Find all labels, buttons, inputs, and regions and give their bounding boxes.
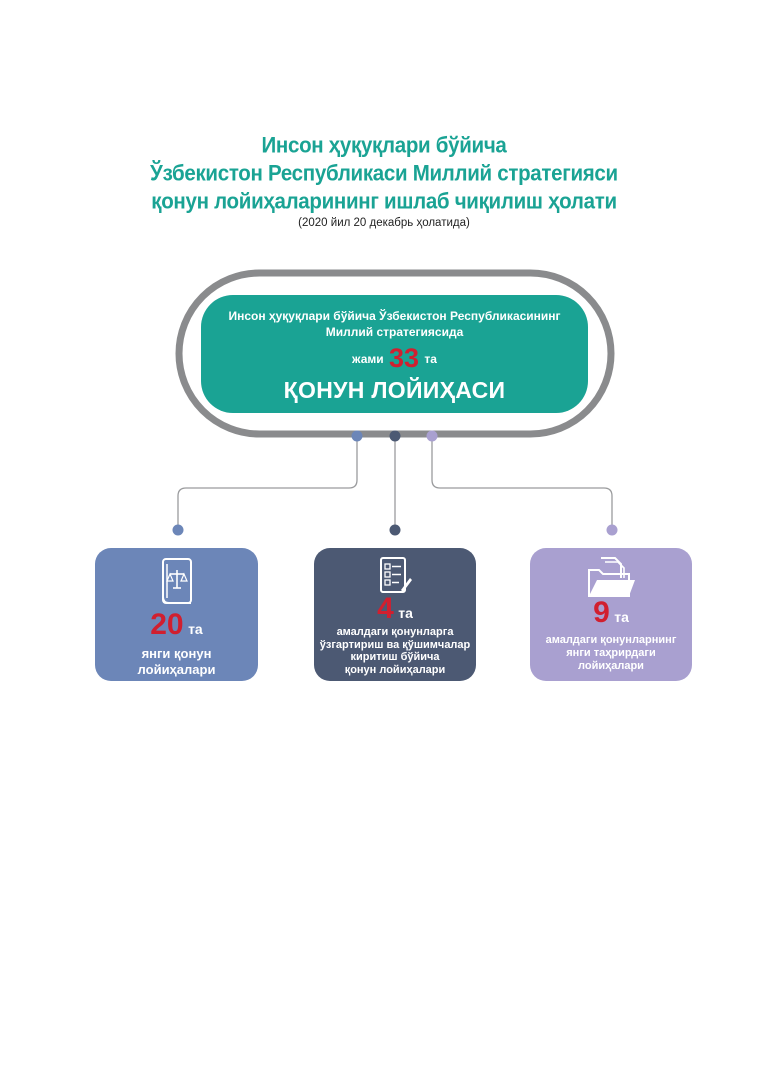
node-top-left: [352, 431, 363, 442]
banner-total-row: [201, 343, 588, 374]
card-new-description: [99, 646, 254, 678]
date-note: (2020 йил 20 декабрь ҳолатида): [298, 217, 470, 229]
card-revised-desc-line-2: янги таҳрирдаги: [566, 647, 656, 659]
title-line-2: Ўзбекистон Республикаси Миллий стратегияси: [150, 160, 618, 187]
total-banner: [201, 295, 588, 413]
card-amend-desc-line-2: ўзгартириш ва қўшимчалар: [319, 638, 471, 651]
card-revised-unit: та: [614, 609, 629, 625]
card-revised-description: [534, 634, 688, 673]
total-value: 33: [388, 343, 420, 373]
card-amend-unit: та: [398, 605, 413, 621]
banner-heading: ҚОНУН ЛОЙИҲАСИ: [283, 377, 506, 403]
banner-intro-line-2: Миллий стратегиясида: [325, 325, 464, 339]
card-revised-count-row: [530, 596, 692, 630]
node-bottom-center: [390, 525, 401, 536]
node-top-center: [390, 431, 401, 442]
node-bottom-right: [607, 525, 618, 536]
card-new-count: 20: [150, 608, 184, 641]
card-amendments: [314, 548, 476, 681]
card-amend-desc-line-1: амалдаги қонунларга: [336, 626, 454, 638]
banner-intro: [201, 308, 588, 340]
law-book-icon: [157, 556, 197, 615]
card-new-desc-line-1: янги қонун: [141, 646, 212, 661]
card-new-desc-line-2: лойиҳалари: [137, 662, 216, 677]
card-new-count-row: [95, 608, 258, 642]
node-bottom-left: [173, 525, 184, 536]
card-amend-count-row: [314, 592, 476, 626]
card-amend-desc-line-3: киритиш бўйича: [350, 651, 440, 663]
banner-intro-line-1: Инсон ҳуқуқлари бўйича Ўзбекистон Республикасининг: [228, 309, 561, 323]
title-line-1: Инсон ҳуқуқлари бўйича: [261, 132, 507, 159]
total-prefix: жами: [352, 352, 384, 366]
title-line-3: қонун лойиҳаларининг ишлаб чиқилиш ҳолати: [151, 188, 617, 215]
card-revised-desc-line-3: лойиҳалари: [578, 660, 644, 672]
node-top-right: [427, 431, 438, 442]
connector-right: [432, 437, 612, 528]
connector-left: [178, 437, 357, 528]
card-revised-count: 9: [593, 596, 610, 629]
card-amend-count: 4: [377, 592, 394, 625]
card-revised-laws: [530, 548, 692, 681]
card-amend-desc-line-4: қонун лойиҳалари: [344, 663, 446, 676]
card-amend-description: [318, 626, 472, 676]
card-revised-desc-line-1: амалдаги қонунларнинг: [545, 634, 677, 646]
card-new-laws: [95, 548, 258, 681]
card-new-unit: та: [188, 621, 203, 637]
total-suffix: та: [424, 352, 437, 366]
